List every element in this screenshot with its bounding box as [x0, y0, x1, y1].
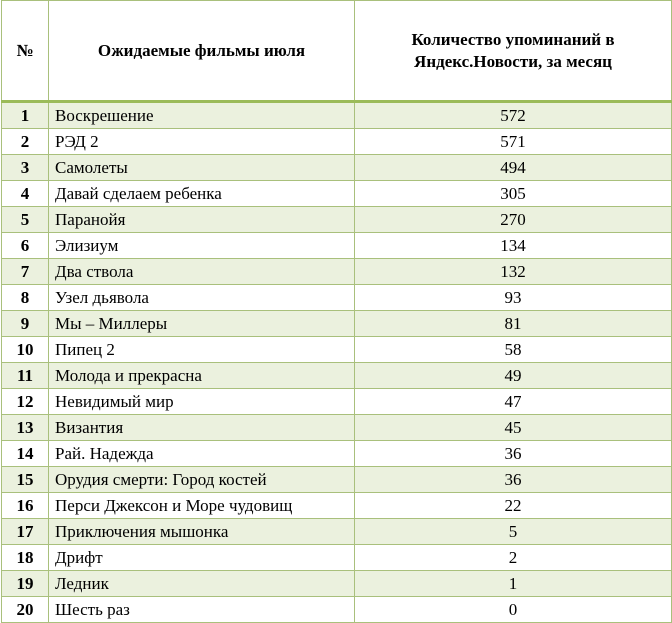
row-number: 6	[2, 233, 49, 259]
row-number: 17	[2, 519, 49, 545]
table-row	[2, 207, 672, 233]
films-table	[1, 0, 672, 623]
row-number: 16	[2, 493, 49, 519]
film-title: Рай. Надежда	[49, 441, 355, 467]
table-row	[2, 493, 672, 519]
table-header	[2, 1, 672, 102]
table-row	[2, 311, 672, 337]
mention-count: 22	[355, 493, 672, 519]
mention-count: 36	[355, 441, 672, 467]
table-row	[2, 155, 672, 181]
row-number: 19	[2, 571, 49, 597]
row-number: 2	[2, 129, 49, 155]
table-row	[2, 415, 672, 441]
row-number: 20	[2, 597, 49, 623]
film-title: Узел дьявола	[49, 285, 355, 311]
film-title: Два ствола	[49, 259, 355, 285]
film-title: Самолеты	[49, 155, 355, 181]
mention-count: 47	[355, 389, 672, 415]
table-row	[2, 571, 672, 597]
film-title: Невидимый мир	[49, 389, 355, 415]
mention-count: 36	[355, 467, 672, 493]
row-number: 7	[2, 259, 49, 285]
header-row	[2, 1, 672, 102]
table-row	[2, 259, 672, 285]
table-row	[2, 441, 672, 467]
mention-count: 572	[355, 102, 672, 129]
table-row	[2, 389, 672, 415]
film-title: Пипец 2	[49, 337, 355, 363]
film-title: Паранойя	[49, 207, 355, 233]
header-number: №	[2, 1, 49, 102]
table-row	[2, 545, 672, 571]
table-row	[2, 519, 672, 545]
row-number: 1	[2, 102, 49, 129]
header-mention-count: Количество упоминаний в Яндекс.Новости, за месяц	[355, 1, 672, 102]
film-title: Ледник	[49, 571, 355, 597]
row-number: 3	[2, 155, 49, 181]
film-title: Византия	[49, 415, 355, 441]
mention-count: 49	[355, 363, 672, 389]
table-row	[2, 181, 672, 207]
mention-count: 45	[355, 415, 672, 441]
mention-count: 58	[355, 337, 672, 363]
film-title: Давай сделаем ребенка	[49, 181, 355, 207]
film-title: Мы – Миллеры	[49, 311, 355, 337]
row-number: 8	[2, 285, 49, 311]
row-number: 18	[2, 545, 49, 571]
mention-count: 270	[355, 207, 672, 233]
row-number: 15	[2, 467, 49, 493]
table-row	[2, 285, 672, 311]
film-title: Орудия смерти: Город костей	[49, 467, 355, 493]
table-body	[2, 102, 672, 623]
row-number: 4	[2, 181, 49, 207]
row-number: 10	[2, 337, 49, 363]
row-number: 5	[2, 207, 49, 233]
film-title: Шесть раз	[49, 597, 355, 623]
table-row	[2, 102, 672, 129]
row-number: 14	[2, 441, 49, 467]
mention-count: 134	[355, 233, 672, 259]
mention-count: 5	[355, 519, 672, 545]
film-title: РЭД 2	[49, 129, 355, 155]
mention-count: 1	[355, 571, 672, 597]
film-title: Перси Джексон и Море чудовищ	[49, 493, 355, 519]
film-title: Элизиум	[49, 233, 355, 259]
mention-count: 132	[355, 259, 672, 285]
table-row	[2, 233, 672, 259]
films-table-sheet	[1, 0, 671, 623]
table-row	[2, 129, 672, 155]
table-row	[2, 337, 672, 363]
mention-count: 2	[355, 545, 672, 571]
row-number: 11	[2, 363, 49, 389]
header-film-title: Ожидаемые фильмы июля	[49, 1, 355, 102]
table-row	[2, 363, 672, 389]
film-title: Молода и прекрасна	[49, 363, 355, 389]
row-number: 12	[2, 389, 49, 415]
row-number: 13	[2, 415, 49, 441]
film-title: Воскрешение	[49, 102, 355, 129]
table-row	[2, 597, 672, 623]
row-number: 9	[2, 311, 49, 337]
film-title: Приключения мышонка	[49, 519, 355, 545]
mention-count: 494	[355, 155, 672, 181]
mention-count: 0	[355, 597, 672, 623]
mention-count: 93	[355, 285, 672, 311]
table-row	[2, 467, 672, 493]
mention-count: 571	[355, 129, 672, 155]
mention-count: 81	[355, 311, 672, 337]
mention-count: 305	[355, 181, 672, 207]
film-title: Дрифт	[49, 545, 355, 571]
